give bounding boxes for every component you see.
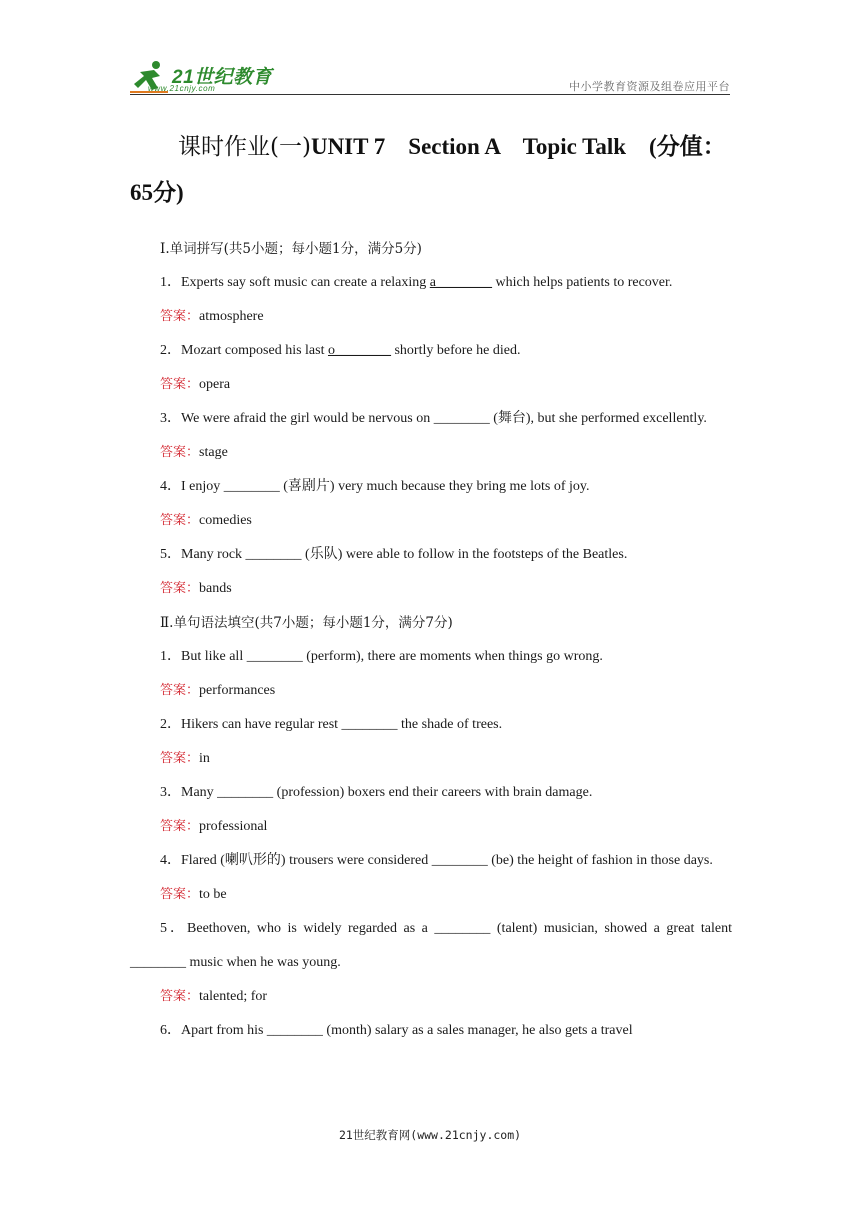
question: 6．Apart from his ________ (month) salary as a sales manager, he also gets a travel: [160, 1023, 633, 1038]
platform-tagline: 中小学教育资源及组卷应用平台: [569, 80, 730, 93]
logo: [130, 60, 300, 96]
logo-text: 21世纪教育: [172, 67, 273, 88]
question: 3．Many ________ (profession) boxers end their careers with brain damage.: [160, 785, 593, 800]
question: 2．Mozart composed his last o________ shortly before he died.: [160, 343, 521, 358]
question: 1．But like all ________ (perform), there are moments when things go wrong.: [160, 649, 603, 664]
answer: 答案：bands: [160, 581, 232, 596]
question: 5．Beethoven, who is widely regarded as a ________ (talent) musician, showed a great talent ________ music when he was young.: [130, 921, 732, 970]
answer-label: 答案：: [160, 819, 200, 834]
header-divider: [130, 94, 730, 95]
question: 3．We were afraid the girl would be nervous on ________ (舞台), but she performed excellently.: [160, 411, 707, 426]
question: 2．Hikers can have regular rest ________ the shade of trees.: [160, 717, 503, 732]
answer: 答案：to be: [160, 887, 227, 902]
answer-label: 答案：: [160, 513, 200, 528]
answer: 答案：opera: [160, 377, 231, 392]
answer-label: 答案：: [160, 445, 200, 460]
title-main: UNIT 7 Section A Topic Talk (分值：65分): [130, 134, 726, 205]
answer: 答案：talented; for: [160, 989, 268, 1004]
logo-url: www.21cnjy.com: [148, 84, 216, 93]
answer: 答案：comedies: [160, 513, 252, 528]
answer-label: 答案：: [160, 989, 200, 1004]
question: 5．Many rock ________ (乐队) were able to follow in the footsteps of the Beatles.: [160, 547, 628, 562]
page-title: [130, 124, 732, 216]
section-heading: Ⅱ.单句语法填空(共7小题；每小题1分，满分7分): [160, 615, 453, 631]
answer-label: 答案：: [160, 683, 200, 698]
answer-label: 答案：: [160, 309, 200, 324]
page-header: [130, 56, 730, 96]
question: 4．I enjoy ________ (喜剧片) very much because they bring me lots of joy.: [160, 479, 590, 494]
answer-label: 答案：: [160, 887, 200, 902]
title-prefix: 课时作业(一): [178, 134, 311, 160]
section-heading: Ⅰ.单词拼写(共5小题；每小题1分，满分5分): [160, 241, 422, 257]
answer: 答案：performances: [160, 683, 276, 698]
question: 4．Flared (喇叭形的) trousers were considered ________ (be) the height of fashion in those days.: [160, 853, 713, 868]
page-footer: 21世纪教育网(www.21cnjy.com): [338, 1128, 522, 1142]
answer: 答案：professional: [160, 819, 268, 834]
answer-label: 答案：: [160, 581, 200, 596]
exercise-content: [130, 232, 732, 1048]
answer: 答案：in: [160, 751, 210, 766]
question: 1．Experts say soft music can create a relaxing a________ which helps patients to recover.: [160, 275, 673, 290]
answer: 答案：stage: [160, 445, 228, 460]
answer-label: 答案：: [160, 751, 200, 766]
answer-label: 答案：: [160, 377, 200, 392]
answer: 答案：atmosphere: [160, 309, 264, 324]
